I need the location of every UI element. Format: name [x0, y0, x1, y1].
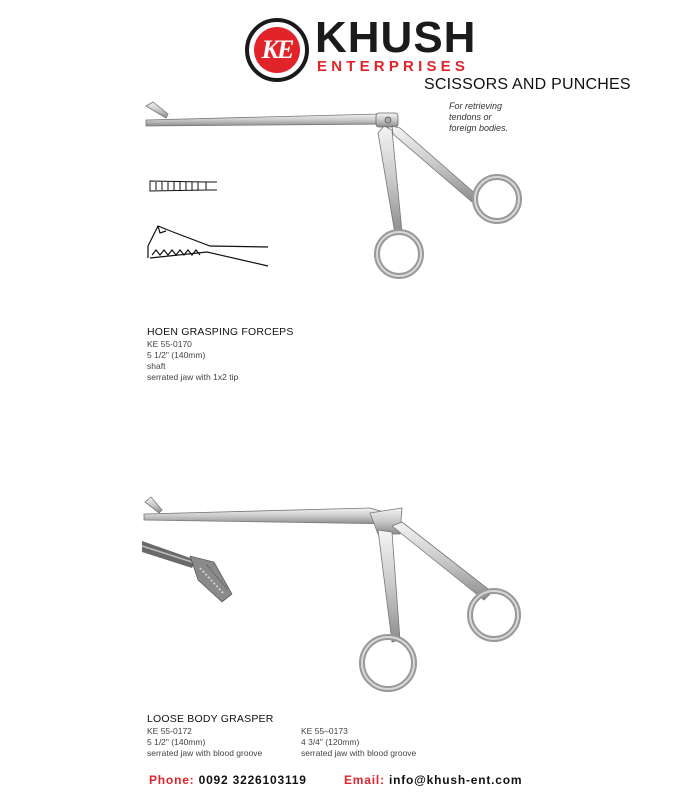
- brand-name: KHUSH: [315, 13, 477, 62]
- product-code: KE 55-0170: [147, 339, 192, 349]
- jaw-closeup-photo: [142, 541, 232, 602]
- product-spec: serrated jaw with 1x2 tip: [147, 372, 239, 382]
- product-spec: shaft: [147, 361, 166, 371]
- phone-label: Phone:: [149, 773, 195, 787]
- product-code: KE 55–0173: [301, 726, 348, 736]
- product-size: 4 3/4" (120mm): [301, 737, 360, 747]
- note-line: tendons or: [449, 112, 492, 122]
- product-name: HOEN GRASPING FORCEPS: [147, 326, 294, 338]
- footer-phone: [149, 773, 307, 787]
- jaw-side-view-drawing: [148, 226, 268, 266]
- product-size: 5 1/2" (140mm): [147, 350, 206, 360]
- logo-mark: KE: [254, 27, 300, 73]
- product-spec: serrated jaw with blood groove: [147, 748, 263, 758]
- product-variant-a: [147, 726, 262, 759]
- product-details: [147, 339, 238, 383]
- footer-email: [344, 773, 522, 787]
- note-line: foreign bodies.: [449, 123, 509, 133]
- email-address[interactable]: info@khush-ent.com: [388, 773, 523, 787]
- product-variant-b: [301, 726, 416, 759]
- product-size: 5 1/2" (140mm): [147, 737, 206, 747]
- jaw-top-view-drawing: [150, 181, 217, 191]
- product-code: KE 55-0172: [147, 726, 192, 736]
- product-name: LOOSE BODY GRASPER: [147, 713, 274, 725]
- section-title: SCISSORS AND PUNCHES: [424, 76, 631, 93]
- product-spec: serrated jaw with blood groove: [301, 748, 417, 758]
- phone-number: 0092 3226103119: [198, 773, 307, 787]
- note-line: For retrieving: [449, 101, 503, 111]
- email-label: Email:: [344, 773, 385, 787]
- brand-subtitle: ENTERPRISES: [317, 58, 470, 75]
